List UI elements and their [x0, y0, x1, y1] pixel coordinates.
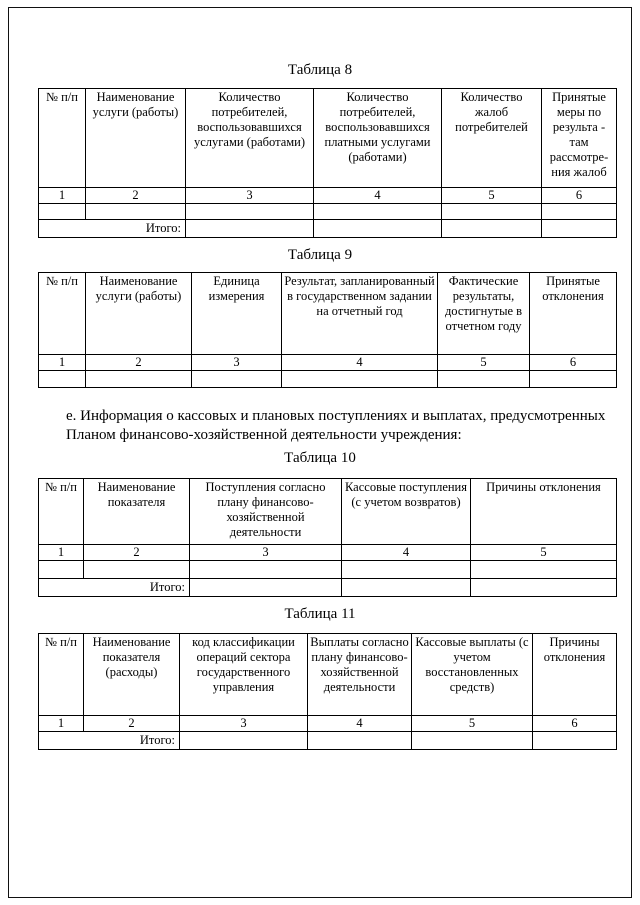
table10-empty-cell [342, 561, 471, 579]
table8-col-number: 1 [39, 188, 86, 204]
table8-col-number: 3 [186, 188, 314, 204]
table11-header-classification: код классификации операций сектора государственного управления [180, 634, 308, 716]
table11-header-indicator: Наименование показателя (расходы) [84, 634, 180, 716]
table10-col-number: 4 [342, 545, 471, 561]
table11-col-number: 3 [180, 716, 308, 732]
table8-col-number: 2 [86, 188, 186, 204]
table9-empty-cell [86, 371, 192, 388]
table10-caption: Таблица 10 [284, 450, 356, 466]
table10-total-cell [190, 579, 342, 597]
table9-header-name: Наименование услуги (работы) [86, 273, 192, 355]
table8-col-number: 6 [542, 188, 617, 204]
table9-col-number: 3 [192, 355, 282, 371]
table9-header-num: № п/п [39, 273, 86, 355]
table10-empty-cell [39, 561, 84, 579]
table9-caption: Таблица 9 [287, 247, 353, 263]
table11-col-number: 5 [412, 716, 533, 732]
table8-total-label: Итого: [39, 220, 186, 238]
table10-header-reasons: Причины отклонения [471, 479, 617, 545]
table10-col-number: 3 [190, 545, 342, 561]
table9-header-unit: Единица измерения [192, 273, 282, 355]
table10-col-number: 2 [84, 545, 190, 561]
table10-header-planned-receipts: Поступления согласно плану финансово-хозяйственной деятельности [190, 479, 342, 545]
table8-caption: Таблица 8 [287, 62, 353, 78]
table9-col-number: 1 [39, 355, 86, 371]
table8-total-cell [542, 220, 617, 238]
table11 [38, 633, 617, 750]
table10-empty-cell [84, 561, 190, 579]
table11-total-label: Итого: [39, 732, 180, 750]
table9-header-deviations: Принятые отклонения [530, 273, 617, 355]
table11-header-planned-payments: Выплаты согласно плану финансово-хозяйственной деятельности [308, 634, 412, 716]
table10-header-cash-receipts: Кассовые поступления (с учетом возвратов) [342, 479, 471, 545]
table9-empty-cell [192, 371, 282, 388]
table8-empty-cell [542, 204, 617, 220]
table11-col-number: 4 [308, 716, 412, 732]
table10-total-label: Итого: [39, 579, 190, 597]
table9-col-number: 4 [282, 355, 438, 371]
table8-empty-cell [186, 204, 314, 220]
table8-total-cell [186, 220, 314, 238]
table11-header-cash-payments: Кассовые выплаты (с учетом восстановленных средств) [412, 634, 533, 716]
table10-header-num: № п/п [39, 479, 84, 545]
table9-empty-cell [39, 371, 86, 388]
table9-empty-cell [438, 371, 530, 388]
table11-total-cell [412, 732, 533, 750]
table8-header-complaints: Количество жалоб потребителей [442, 89, 542, 188]
table9-col-number: 2 [86, 355, 192, 371]
table10-empty-cell [190, 561, 342, 579]
table8-col-number: 5 [442, 188, 542, 204]
table10-header-indicator: Наименование показателя [84, 479, 190, 545]
table9-header-planned: Результат, запланированный в государственном задании на отчетный год [282, 273, 438, 355]
table8-header-paid-consumers: Количество потребителей, воспользовавшихся платными услугами (работами) [314, 89, 442, 188]
section-e-text: е. Информация о кассовых и плановых поступлениях и выплатах, предусмотренных Планом финансово-хозяйственной деятельности учреждения: [66, 408, 606, 443]
table8-empty-cell [314, 204, 442, 220]
table11-col-number: 2 [84, 716, 180, 732]
table11-caption: Таблица 11 [284, 606, 356, 622]
table11-total-cell [180, 732, 308, 750]
table9-empty-cell [282, 371, 438, 388]
table10-col-number: 1 [39, 545, 84, 561]
table8-empty-cell [39, 204, 86, 220]
table11-col-number: 1 [39, 716, 84, 732]
table9-header-actual: Фактические результаты, достигнутые в отчетном году [438, 273, 530, 355]
table8 [38, 88, 617, 238]
table10-col-number: 5 [471, 545, 617, 561]
table11-header-reasons: Причины отклонения [533, 634, 617, 716]
table9 [38, 272, 617, 388]
table10-total-cell [342, 579, 471, 597]
table8-header-name: Наименование услуги (работы) [86, 89, 186, 188]
table10-total-cell [471, 579, 617, 597]
table10-empty-cell [471, 561, 617, 579]
table9-col-number: 5 [438, 355, 530, 371]
table11-col-number: 6 [533, 716, 617, 732]
table8-header-measures: Принятые меры по результа - там рассмотре-ния жалоб [542, 89, 617, 188]
table8-total-cell [442, 220, 542, 238]
table8-header-consumers: Количество потребителей, воспользовавшихся услугами (работами) [186, 89, 314, 188]
table8-col-number: 4 [314, 188, 442, 204]
table11-header-num: № п/п [39, 634, 84, 716]
table9-col-number: 6 [530, 355, 617, 371]
table8-total-cell [314, 220, 442, 238]
table11-total-cell [308, 732, 412, 750]
table8-empty-cell [442, 204, 542, 220]
table8-empty-cell [86, 204, 186, 220]
table8-header-num: № п/п [39, 89, 86, 188]
table11-total-cell [533, 732, 617, 750]
table10 [38, 478, 617, 597]
table9-empty-cell [530, 371, 617, 388]
